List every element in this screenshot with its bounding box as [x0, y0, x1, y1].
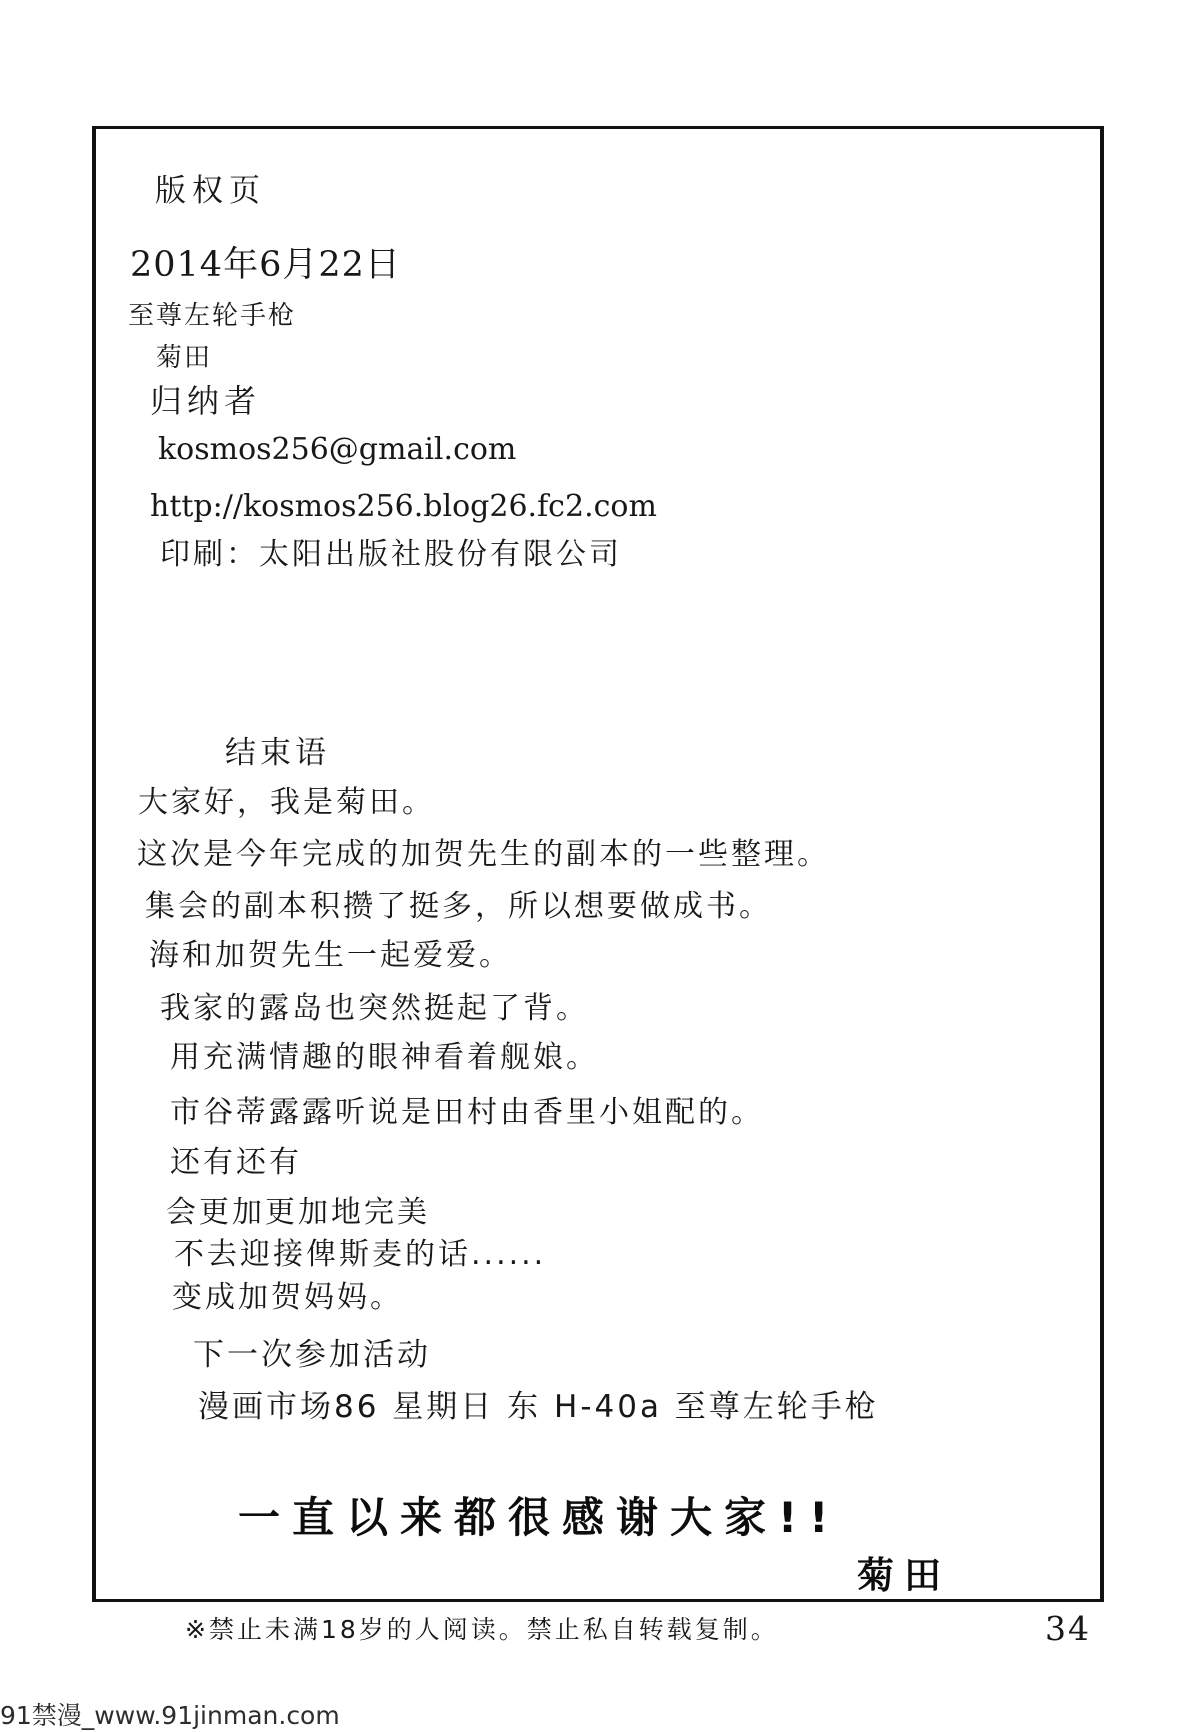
- colophon-date: 2014年6月22日: [130, 245, 401, 285]
- afterword-line: 会更加更加地完美: [166, 1195, 430, 1230]
- site-watermark: 91禁漫_www.91jinman.com: [0, 1701, 340, 1730]
- afterword-line: 海和加贺先生一起爱爱。: [149, 938, 512, 973]
- colophon-url: http://kosmos256.blog26.fc2.com: [150, 489, 657, 524]
- afterword-line: 用充满情趣的眼神看着舰娘。: [170, 1040, 599, 1075]
- thanks-signature: 菊田: [857, 1554, 951, 1597]
- colophon-compiler-label: 归纳者: [150, 382, 262, 420]
- afterword-line: 市谷蒂露露听说是田村由香里小姐配的。: [170, 1095, 764, 1130]
- thanks-message: 一直以来都很感谢大家!!: [238, 1493, 841, 1542]
- afterword-line: 这次是今年完成的加贺先生的副本的一些整理。: [137, 837, 830, 872]
- colophon-circle-name: 至尊左轮手枪: [128, 301, 297, 331]
- next-event-title: 下一次参加活动: [193, 1337, 431, 1373]
- colophon-email: kosmos256@gmail.com: [158, 432, 517, 467]
- age-restriction-note: ※禁止未满18岁的人阅读。禁止私自转载复制。: [185, 1615, 779, 1644]
- next-event-detail: 漫画市场86 星期日 东 H-40a 至尊左轮手枪: [198, 1389, 879, 1425]
- afterword-line: 变成加贺妈妈。: [172, 1280, 403, 1315]
- afterword-line: 不去迎接俾斯麦的话......: [174, 1237, 547, 1272]
- afterword-line: 集会的副本积攒了挺多，所以想要做成书。: [145, 889, 772, 924]
- afterword-line: 我家的露岛也突然挺起了背。: [160, 991, 589, 1026]
- colophon-author: 菊田: [156, 343, 213, 373]
- afterword-line: 大家好，我是菊田。: [138, 785, 435, 820]
- colophon-printer: 印刷：太阳出版社股份有限公司: [160, 537, 622, 572]
- afterword-title: 结束语: [225, 735, 330, 771]
- page-number: 34: [1045, 1609, 1091, 1648]
- colophon-title: 版权页: [155, 173, 266, 209]
- afterword-line: 还有还有: [170, 1145, 302, 1180]
